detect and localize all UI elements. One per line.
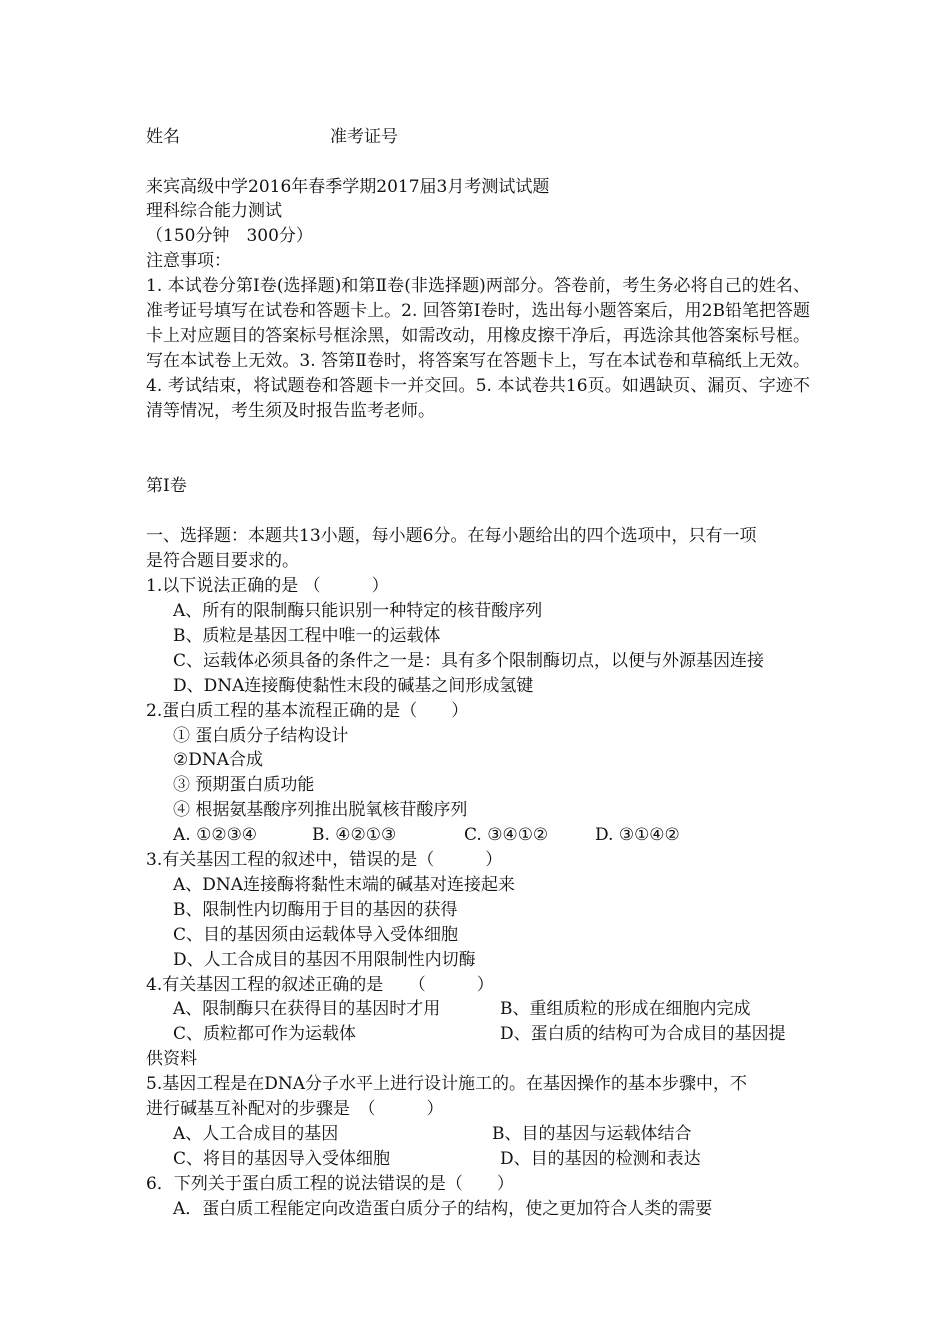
q6-option-a: A．蛋白质工程能定向改造蛋白质分子的结构，使之更加符合人类的需要 [173, 1199, 713, 1219]
q2-stem: 2.蛋白质工程的基本流程正确的是（ ） [146, 701, 469, 721]
q2-step-3: ③ 预期蛋白质功能 [173, 775, 315, 795]
exam-id-label: 准考证号 [330, 127, 398, 147]
q1-option-b: B、质粒是基因工程中唯一的运载体 [173, 626, 441, 646]
q5-options-row-2 [173, 1147, 701, 1172]
q4-option-c: C、质粒都可作为运载体 [173, 1024, 357, 1044]
exam-title: 来宾高级中学2016年春季学期2017届3月考测试试题 [146, 177, 550, 197]
q5-option-a: A、人工合成目的基因 [173, 1124, 339, 1144]
q3-stem: 3.有关基因工程的叙述中，错误的是（ ） [146, 850, 503, 870]
notes-heading: 注意事项： [146, 251, 231, 271]
q2-step-2: ②DNA合成 [173, 750, 264, 770]
q4-option-d-continued: 供资料 [146, 1049, 197, 1069]
q5-option-d: D、目的基因的检测和表达 [500, 1149, 701, 1169]
q3-option-d: D、人工合成目的基因不用限制性内切酶 [173, 950, 476, 970]
q2-option-b: B. ④②①③ [312, 825, 397, 845]
q5-option-b: B、目的基因与运载体结合 [492, 1124, 692, 1144]
q5-stem-line-1: 5.基因工程是在DNA分子水平上进行设计施工的。在基因操作的基本步骤中，不 [146, 1074, 747, 1094]
q6-stem: 6．下列关于蛋白质工程的说法错误的是（ ） [146, 1174, 514, 1194]
q3-option-a: A、DNA连接酶将黏性末端的碱基对连接起来 [173, 875, 516, 895]
instructions-line-2: 是符合题目要求的。 [146, 551, 299, 571]
q1-option-d: D、DNA连接酶使黏性末段的碱基之间形成氢键 [173, 676, 534, 696]
name-label: 姓名 [146, 127, 180, 147]
q2-option-c: C. ③④①② [464, 825, 549, 845]
q4-stem: 4.有关基因工程的叙述正确的是 （ ） [146, 975, 494, 995]
q4-option-d: D、蛋白质的结构可为合成目的基因提 [500, 1024, 786, 1044]
q1-stem: 1.以下说法正确的是 （ ） [146, 576, 389, 596]
q3-option-c: C、目的基因须由运载体导入受体细胞 [173, 925, 459, 945]
q2-step-4: ④ 根据氨基酸序列推出脱氧核苷酸序列 [173, 800, 468, 820]
header-fields [146, 125, 398, 150]
q4-options-row-2 [173, 1022, 786, 1047]
q4-options-row-1 [173, 997, 751, 1022]
instructions-line-1: 一、选择题：本题共13小题，每小题6分。在每小题给出的四个选项中，只有一项 [146, 526, 757, 546]
q5-options-row-1 [173, 1122, 692, 1147]
q1-option-a: A、所有的限制酶只能识别一种特定的核苷酸序列 [173, 601, 543, 621]
q4-option-b: B、重组质粒的形成在细胞内完成 [500, 999, 751, 1019]
q5-option-c: C、将目的基因导入受体细胞 [173, 1149, 391, 1169]
q1-option-c: C、运载体必须具备的条件之一是：具有多个限制酶切点，以便与外源基因连接 [173, 651, 765, 671]
section-title: 第Ⅰ卷 [146, 476, 187, 496]
notes-body: 1. 本试卷分第Ⅰ卷(选择题)和第Ⅱ卷(非选择题)两部分。答卷前，考生务必将自己的姓名、准考证号填写在试卷和答题卡上。2. 回答第Ⅰ卷时，选出每小题答案后，用2B铅笔把答题卡上对应题目的答案标号框涂黑，如需改动，用橡皮擦干净后，再选涂其他答案标号框。写在本试卷上无效。3. 答第Ⅱ卷时，将答案写在答题卡上，写在本试卷和草稿纸上无效。4. 考试结束，将试题卷和答题卡一并交回。5. 本试卷共16页。如遇缺页、漏页、字迹不清等情况，考生须及时报告监考老师。 [146, 276, 810, 421]
exam-duration: （150分钟 300分） [146, 226, 313, 246]
q5-stem-line-2: 进行碱基互补配对的步骤是 （ ） [146, 1099, 444, 1119]
q2-step-1: ① 蛋白质分子结构设计 [173, 726, 349, 746]
exam-subtitle: 理科综合能力测试 [146, 201, 282, 221]
q2-option-a: A. ①②③④ [173, 825, 258, 845]
q2-options [173, 823, 680, 848]
q3-option-b: B、限制性内切酶用于目的基因的获得 [173, 900, 458, 920]
q2-option-d: D. ③①④② [595, 825, 680, 845]
q4-option-a: A、限制酶只在获得目的基因时才用 [173, 999, 441, 1019]
